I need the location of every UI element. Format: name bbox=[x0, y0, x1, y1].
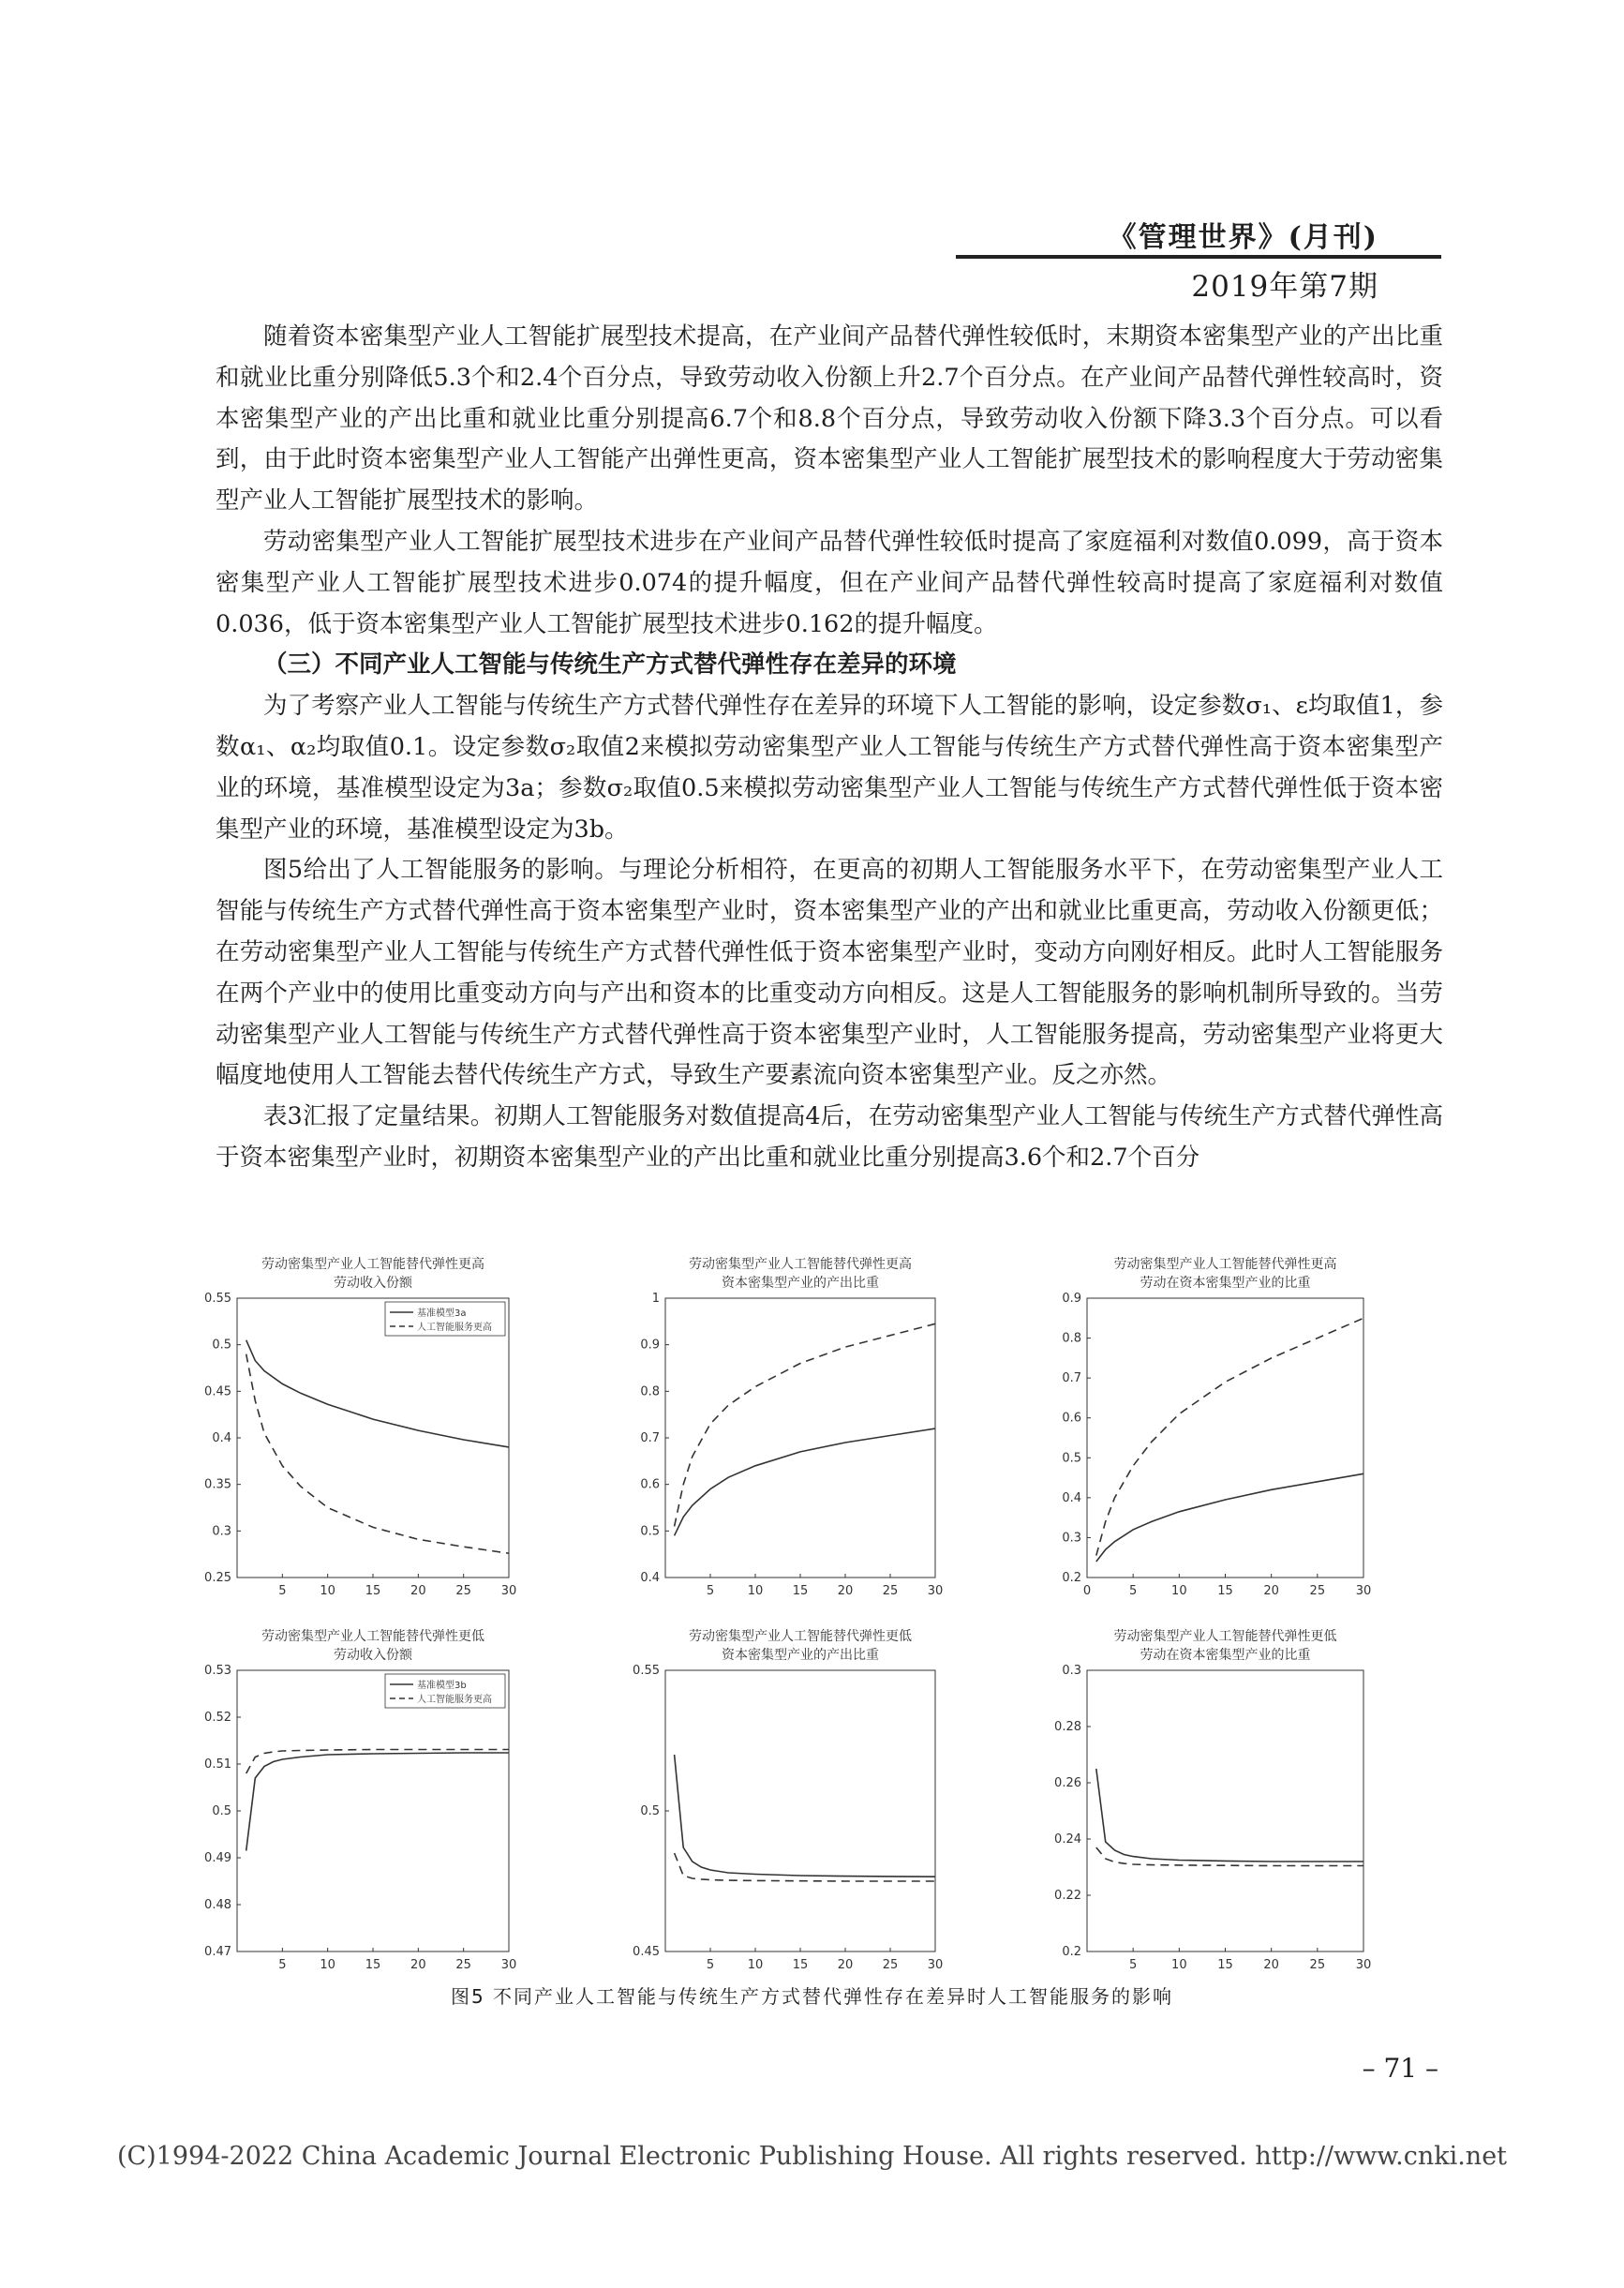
chart-title: 劳动密集型产业人工智能替代弹性更高 bbox=[689, 1257, 912, 1272]
legend-label: 基准模型3a bbox=[417, 1308, 467, 1319]
legend-label: 人工智能服务更高 bbox=[417, 1695, 492, 1705]
legend-label: 人工智能服务更高 bbox=[417, 1323, 492, 1333]
y-tick-label: 0.5 bbox=[640, 1524, 660, 1539]
paragraph: 劳动密集型产业人工智能扩展型技术进步在产业间产品替代弹性较低时提高了家庭福利对数值0.099，高于资本密集型产业人工智能扩展型技术进步0.074的提升幅度，但在产业间产品替代弹性较高时提高了家庭福利对数值0.036，低于资本密集型产业人工智能扩展型技术进步0.162的提升幅度。 bbox=[216, 527, 1443, 638]
y-tick-label: 0.47 bbox=[204, 1945, 231, 1959]
y-tick-label: 0.5 bbox=[1062, 1451, 1081, 1466]
section-heading: （三）不同产业人工智能与传统生产方式替代弹性存在差异的环境 bbox=[263, 651, 957, 680]
series-line-solid bbox=[246, 1753, 509, 1851]
y-tick-label: 0.55 bbox=[633, 1664, 660, 1678]
chart-title: 劳动密集型产业人工智能替代弹性更低 bbox=[261, 1629, 484, 1644]
plot-frame bbox=[237, 1298, 509, 1578]
chart-title: 劳动密集型产业人工智能替代弹性更高 bbox=[261, 1257, 484, 1272]
x-tick-label: 30 bbox=[927, 1958, 944, 1972]
y-tick-label: 0.45 bbox=[633, 1945, 660, 1959]
page-number: – 71 – bbox=[1362, 2053, 1438, 2084]
y-tick-label: 1 bbox=[651, 1292, 660, 1306]
legend-label: 基准模型3b bbox=[417, 1681, 467, 1691]
y-tick-label: 0.5 bbox=[212, 1804, 231, 1818]
series-line-solid bbox=[675, 1428, 935, 1535]
x-tick-label: 30 bbox=[1355, 1584, 1372, 1598]
journal-title: 《管理世界》(月刊) bbox=[1108, 221, 1378, 254]
y-tick-label: 0.3 bbox=[1062, 1531, 1081, 1546]
y-tick-label: 0.48 bbox=[204, 1898, 231, 1912]
y-tick-label: 0.45 bbox=[204, 1384, 231, 1399]
y-tick-label: 0.24 bbox=[1054, 1832, 1081, 1847]
chart-title: 劳动密集型产业人工智能替代弹性更低 bbox=[1113, 1629, 1337, 1644]
x-tick-label: 5 bbox=[278, 1584, 287, 1598]
y-tick-label: 0.51 bbox=[204, 1757, 231, 1772]
x-tick-label: 30 bbox=[500, 1584, 517, 1598]
paragraph: 随着资本密集型产业人工智能扩展型技术提高，在产业间产品替代弹性较低时，末期资本密集型产业的产出比重和就业比重分别降低5.3个和2.4个百分点，导致劳动收入份额上升2.7个百分点。在产业间产品替代弹性较高时，资本密集型产业的产出比重和就业比重分别提高6.7个和8.8个百分点，导致劳动收入份额下降3.3个百分点。可以看到，由于此时资本密集型产业人工智能产出弹性更高，资本密集型产业人工智能扩展型技术的影响程度大于劳动密集型产业人工智能扩展型技术的影响。 bbox=[216, 322, 1443, 516]
y-tick-label: 0.4 bbox=[640, 1571, 660, 1585]
series-line-dashed bbox=[1096, 1318, 1363, 1555]
x-tick-label: 5 bbox=[706, 1584, 715, 1598]
y-tick-label: 0.25 bbox=[204, 1571, 231, 1585]
y-tick-label: 0.6 bbox=[1062, 1411, 1081, 1426]
y-tick-label: 0.8 bbox=[1062, 1331, 1081, 1346]
series-line-solid bbox=[1096, 1769, 1363, 1862]
x-tick-label: 30 bbox=[927, 1584, 944, 1598]
y-tick-label: 0.28 bbox=[1054, 1720, 1081, 1734]
y-tick-label: 0.2 bbox=[1062, 1571, 1081, 1585]
x-tick-label: 10 bbox=[747, 1584, 764, 1598]
y-tick-label: 0.3 bbox=[1062, 1664, 1081, 1678]
y-tick-label: 0.3 bbox=[212, 1524, 231, 1539]
x-tick-label: 5 bbox=[1129, 1584, 1138, 1598]
x-tick-label: 25 bbox=[882, 1958, 899, 1972]
x-tick-label: 30 bbox=[500, 1958, 517, 1972]
y-tick-label: 0.5 bbox=[212, 1338, 231, 1353]
chart-title: 劳动密集型产业人工智能替代弹性更低 bbox=[689, 1629, 912, 1644]
y-tick-label: 0.55 bbox=[204, 1292, 231, 1306]
x-tick-label: 15 bbox=[1217, 1584, 1233, 1598]
x-tick-label: 15 bbox=[792, 1584, 809, 1598]
chart-subtitle: 劳动收入份额 bbox=[334, 1276, 412, 1291]
chart-subtitle: 资本密集型产业的产出比重 bbox=[722, 1276, 879, 1291]
figure-caption: 图5 不同产业人工智能与传统生产方式替代弹性存在差异时人工智能服务的影响 bbox=[450, 1985, 1174, 2008]
x-tick-label: 10 bbox=[320, 1958, 335, 1972]
copyright-footer: (C)1994-2022 China Academic Journal Electronic Publishing House. All rights reserved. http://www.cnki.net bbox=[116, 2142, 1508, 2171]
issue-label: 2019年第7期 bbox=[1191, 270, 1378, 304]
y-tick-label: 0.7 bbox=[640, 1431, 660, 1445]
x-tick-label: 5 bbox=[706, 1958, 715, 1972]
chart-title: 劳动密集型产业人工智能替代弹性更高 bbox=[1113, 1257, 1337, 1272]
paragraph: 图5给出了人工智能服务的影响。与理论分析相符，在更高的初期人工智能服务水平下，在劳动密集型产业人工智能与传统生产方式替代弹性高于资本密集型产业时，资本密集型产业的产出和就业比重更高，劳动收入份额更低；在劳动密集型产业人工智能与传统生产方式替代弹性低于资本密集型产业时，变动方向刚好相反。此时人工智能服务在两个产业中的使用比重变动方向与产出和资本的比重变动方向相反。这是人工智能服务的影响机制所导致的。当劳动密集型产业人工智能与传统生产方式替代弹性高于资本密集型产业时，人工智能服务提高，劳动密集型产业将更大幅度地使用人工智能去替代传统生产方式，导致生产要素流向资本密集型产业。反之亦然。 bbox=[216, 856, 1443, 1090]
x-tick-label: 15 bbox=[365, 1958, 381, 1972]
y-tick-label: 0.7 bbox=[1062, 1371, 1081, 1386]
y-tick-label: 0.22 bbox=[1054, 1889, 1081, 1903]
y-tick-label: 0.9 bbox=[640, 1338, 660, 1353]
chart-subtitle: 劳动收入份额 bbox=[334, 1648, 412, 1663]
series-line-dashed bbox=[246, 1354, 509, 1554]
y-tick-label: 0.8 bbox=[640, 1384, 660, 1399]
y-tick-label: 0.35 bbox=[204, 1477, 231, 1492]
y-tick-label: 0.5 bbox=[640, 1804, 660, 1818]
y-tick-label: 0.9 bbox=[1062, 1292, 1081, 1306]
y-tick-label: 0.49 bbox=[204, 1851, 231, 1865]
x-tick-label: 10 bbox=[1171, 1958, 1187, 1972]
y-tick-label: 0.4 bbox=[212, 1431, 231, 1445]
y-tick-label: 0.53 bbox=[204, 1664, 231, 1678]
x-tick-label: 15 bbox=[365, 1584, 381, 1598]
x-tick-label: 10 bbox=[1171, 1584, 1187, 1598]
x-tick-label: 20 bbox=[410, 1958, 426, 1972]
series-line-solid bbox=[1096, 1473, 1363, 1562]
y-tick-label: 0.4 bbox=[1062, 1490, 1081, 1505]
chart-subtitle: 劳动在资本密集型产业的比重 bbox=[1140, 1276, 1311, 1291]
x-tick-label: 30 bbox=[1355, 1958, 1372, 1972]
x-tick-label: 5 bbox=[1129, 1958, 1138, 1972]
y-tick-label: 0.6 bbox=[640, 1477, 660, 1492]
x-tick-label: 20 bbox=[1263, 1584, 1279, 1598]
x-tick-label: 25 bbox=[882, 1584, 899, 1598]
x-tick-label: 25 bbox=[455, 1584, 471, 1598]
chart-subtitle: 劳动在资本密集型产业的比重 bbox=[1140, 1648, 1311, 1663]
figure-5 bbox=[176, 1247, 1451, 1996]
body-text bbox=[216, 317, 1443, 1179]
figure-5-charts bbox=[176, 1247, 1451, 1996]
x-tick-label: 25 bbox=[1309, 1958, 1326, 1972]
x-tick-label: 20 bbox=[837, 1584, 854, 1598]
x-tick-label: 25 bbox=[1309, 1584, 1326, 1598]
y-tick-label: 0.52 bbox=[204, 1711, 231, 1725]
series-line-solid bbox=[246, 1340, 509, 1447]
x-tick-label: 10 bbox=[320, 1584, 335, 1598]
y-tick-label: 0.2 bbox=[1062, 1945, 1081, 1959]
x-tick-label: 20 bbox=[410, 1584, 426, 1598]
header-rule bbox=[956, 255, 1441, 259]
x-tick-label: 5 bbox=[278, 1958, 287, 1972]
plot-frame bbox=[237, 1670, 509, 1952]
series-line-dashed bbox=[675, 1323, 935, 1526]
paragraph: 为了考察产业人工智能与传统生产方式替代弹性存在差异的环境下人工智能的影响，设定参数σ₁、ε均取值1，参数α₁、α₂均取值0.1。设定参数σ₂取值2来模拟劳动密集型产业人工智能与传统生产方式替代弹性高于资本密集型产业的环境，基准模型设定为3a；参数σ₂取值0.5来模拟劳动密集型产业人工智能与传统生产方式替代弹性低于资本密集型产业的环境，基准模型设定为3b。 bbox=[216, 692, 1443, 844]
series-line-solid bbox=[675, 1755, 935, 1877]
plot-frame bbox=[665, 1670, 935, 1952]
plot-frame bbox=[1087, 1670, 1363, 1952]
plot-frame bbox=[665, 1298, 935, 1578]
y-tick-label: 0.26 bbox=[1054, 1776, 1081, 1790]
plot-frame bbox=[1087, 1298, 1363, 1578]
x-tick-label: 0 bbox=[1082, 1584, 1092, 1598]
paragraph: 表3汇报了定量结果。初期人工智能服务对数值提高4后，在劳动密集型产业人工智能与传统生产方式替代弹性高于资本密集型产业时，初期资本密集型产业的产出比重和就业比重分别提高3.6个和2.7个百分 bbox=[216, 1102, 1443, 1172]
x-tick-label: 20 bbox=[1263, 1958, 1279, 1972]
x-tick-label: 10 bbox=[747, 1958, 764, 1972]
x-tick-label: 15 bbox=[792, 1958, 809, 1972]
x-tick-label: 15 bbox=[1217, 1958, 1233, 1972]
x-tick-label: 20 bbox=[837, 1958, 854, 1972]
x-tick-label: 25 bbox=[455, 1958, 471, 1972]
chart-subtitle: 资本密集型产业的产出比重 bbox=[722, 1648, 879, 1663]
